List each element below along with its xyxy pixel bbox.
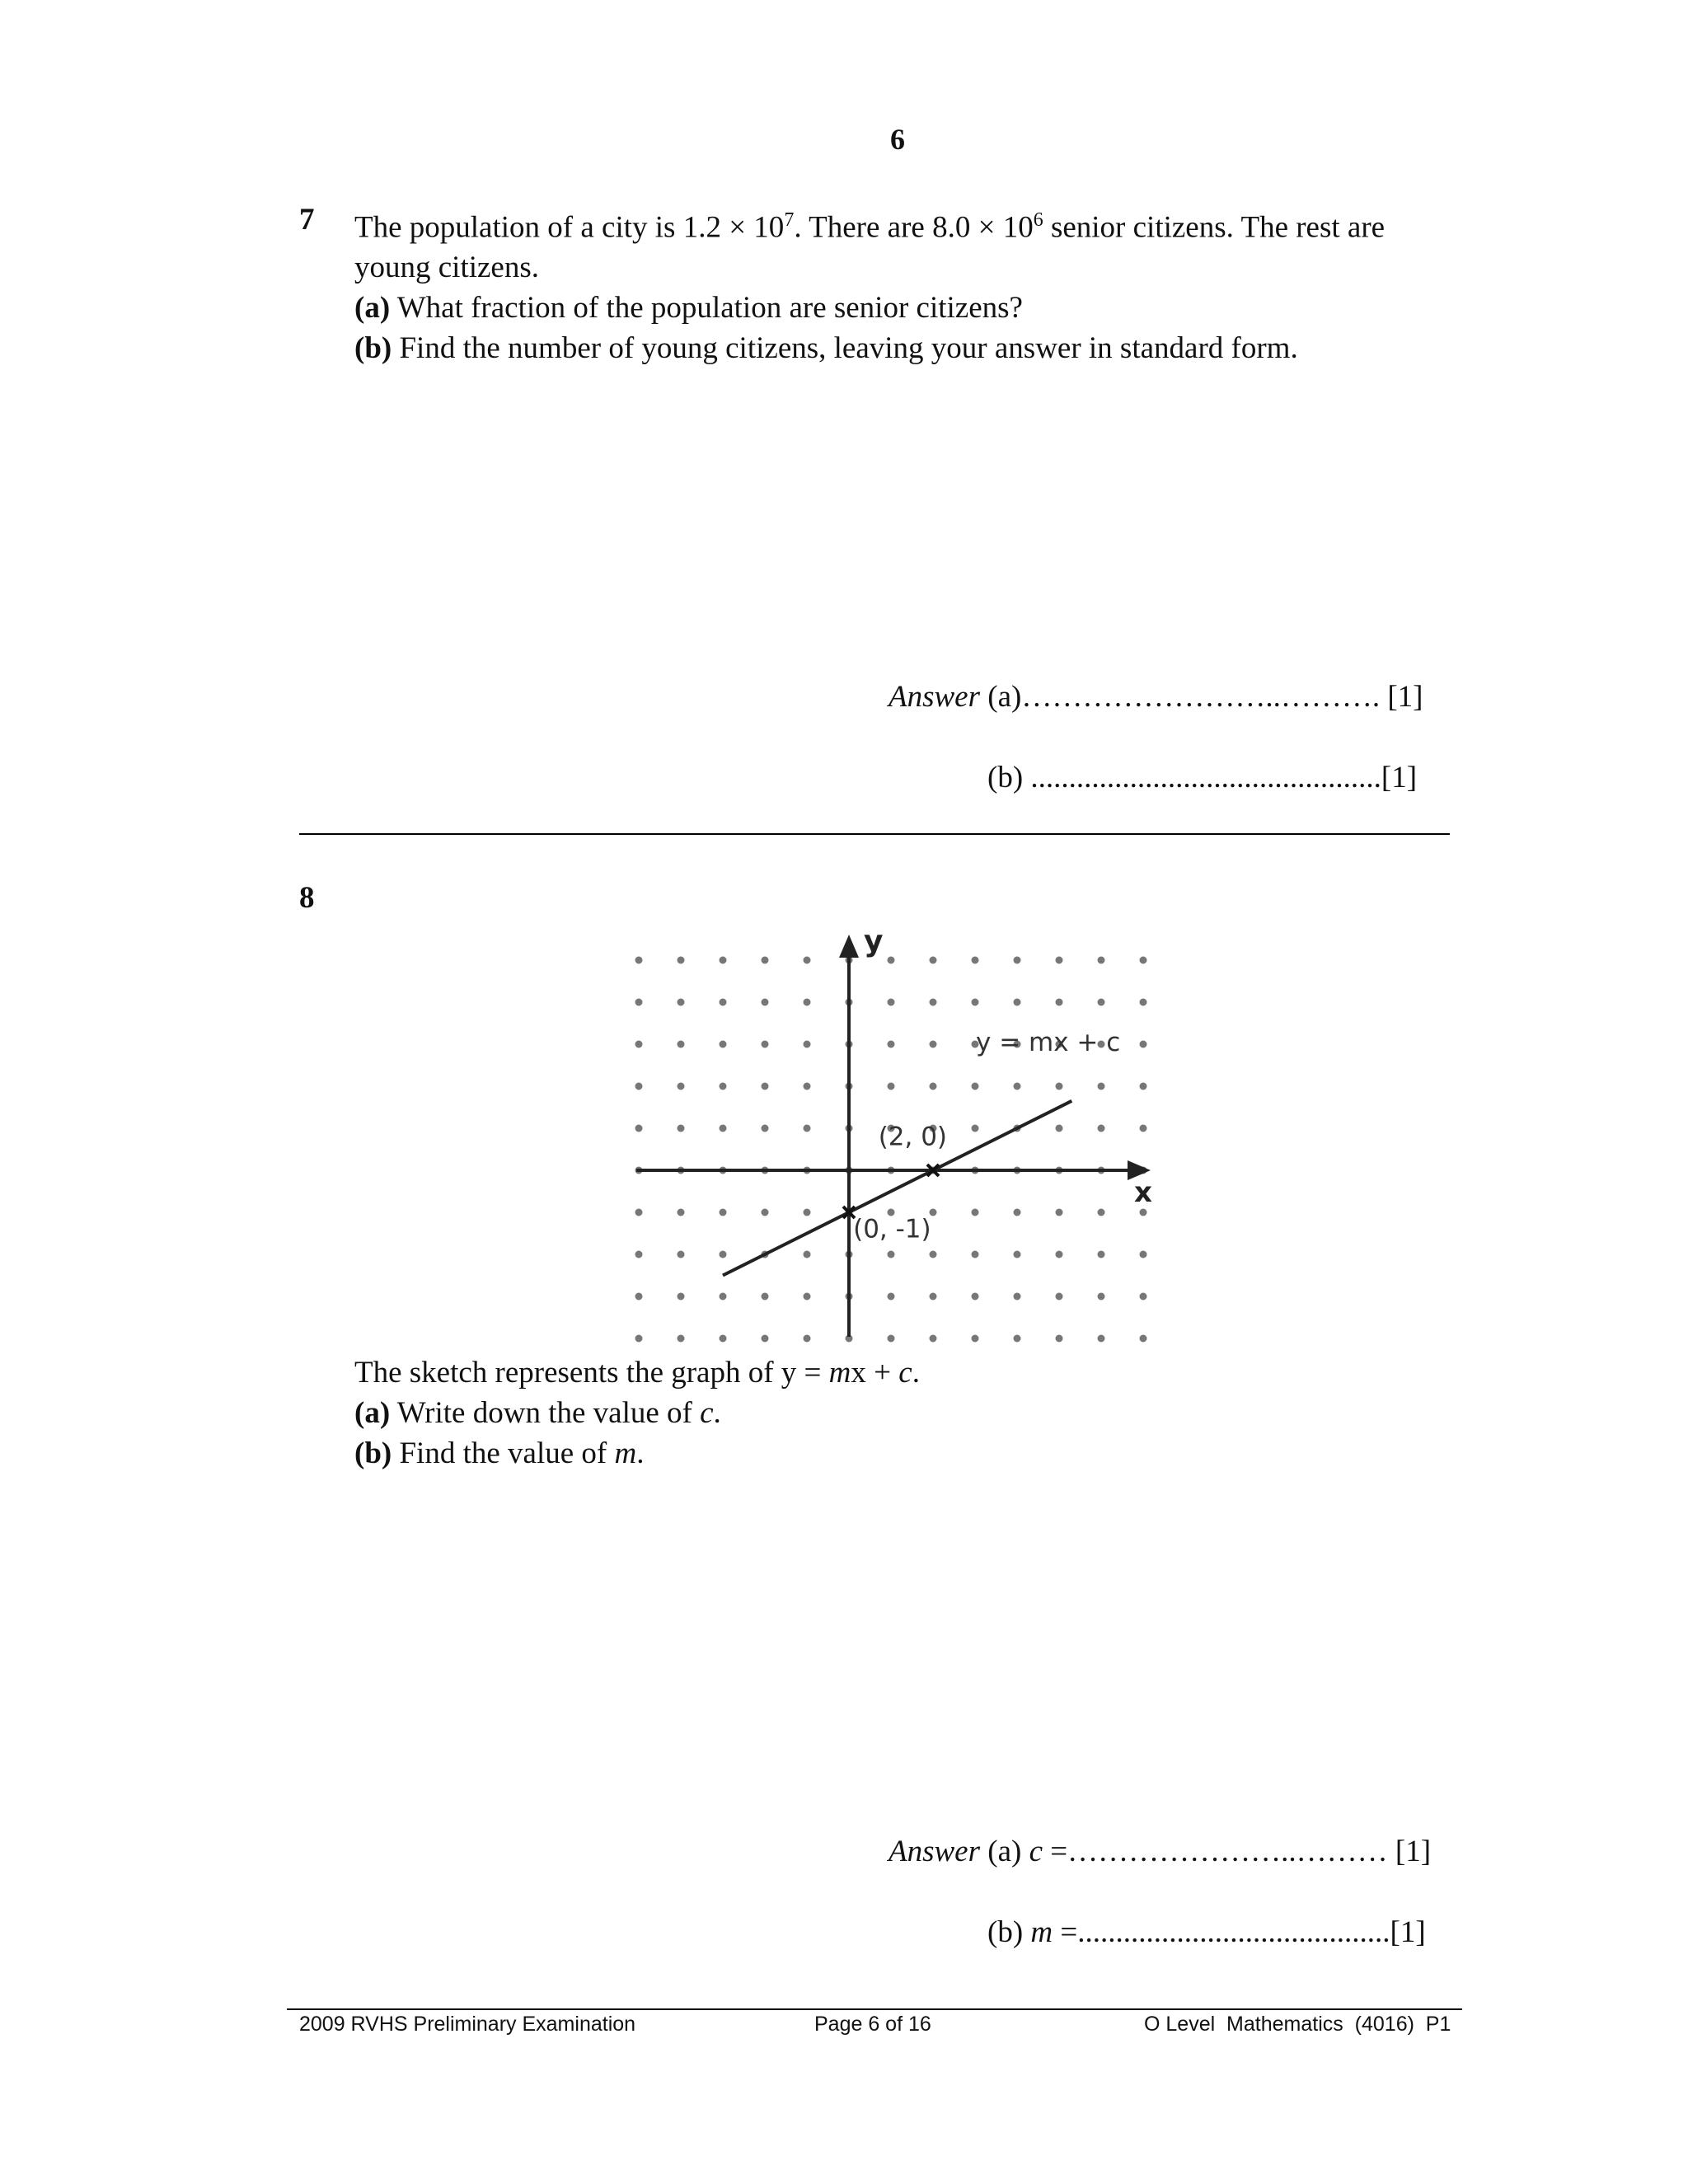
grid-dot xyxy=(1098,1335,1105,1343)
grid-dot xyxy=(804,1209,811,1216)
grid-dot xyxy=(1140,957,1147,964)
q8-text-1e: . xyxy=(912,1356,920,1390)
grid-dot xyxy=(1014,957,1021,964)
grid-dot xyxy=(804,1125,811,1132)
grid-dot xyxy=(720,1209,727,1216)
grid-dot xyxy=(888,1083,895,1090)
q7-answer-a[interactable] xyxy=(889,679,1423,715)
q8-answer-a-var: c xyxy=(1029,1835,1043,1868)
q8-text-1c: x + xyxy=(851,1356,899,1390)
grid-dot xyxy=(1140,1293,1147,1301)
grid-dot xyxy=(1056,957,1063,964)
q8-text-m: m xyxy=(828,1356,851,1390)
grid-dot xyxy=(972,1293,979,1301)
grid-dot xyxy=(930,999,937,1006)
y-axis-label: y xyxy=(864,931,884,958)
grid-dot xyxy=(762,1335,769,1343)
grid-dot xyxy=(1056,1209,1063,1216)
grid-dot xyxy=(1098,1209,1105,1216)
grid-dot xyxy=(804,1251,811,1258)
grid-dot xyxy=(930,1251,937,1258)
grid-dot xyxy=(1014,1293,1021,1301)
q7-text-2: . There are 8.0 × 10 xyxy=(794,210,1034,245)
footer-center: Page 6 of 16 xyxy=(814,2013,931,2036)
grid-dot xyxy=(635,1293,643,1301)
q8-answer-a[interactable] xyxy=(889,1834,1431,1869)
grid-dot xyxy=(804,1041,811,1048)
grid-dot xyxy=(930,957,937,964)
grid-dot xyxy=(1140,1209,1147,1216)
question-8-part-b xyxy=(354,1433,1459,1474)
question-8-body xyxy=(354,1352,1459,1474)
grid-dot xyxy=(1056,1251,1063,1258)
grid-dot xyxy=(1056,1293,1063,1301)
grid-dot xyxy=(762,1041,769,1048)
question-8-line-1 xyxy=(354,1352,1459,1393)
grid-dot xyxy=(678,957,685,964)
grid-dot xyxy=(804,999,811,1006)
q8-answer-a-post: =…………………..……… [1] xyxy=(1043,1835,1432,1868)
grid-dot xyxy=(1098,1083,1105,1090)
question-7-line-2: young citizens. xyxy=(354,251,540,285)
grid-dot xyxy=(720,1335,727,1343)
grid-dot xyxy=(1014,1251,1021,1258)
grid-dot xyxy=(972,1083,979,1090)
grid-dot xyxy=(635,1335,643,1343)
point-2-0-label: (2, 0) xyxy=(878,1122,948,1152)
grid-dot xyxy=(720,1251,727,1258)
grid-dot xyxy=(972,957,979,964)
grid-dot xyxy=(762,999,769,1006)
q8-answer-word: Answer xyxy=(889,1835,980,1868)
question-8-number: 8 xyxy=(299,881,315,915)
grid-dot xyxy=(930,1041,937,1048)
grid-dot xyxy=(720,999,727,1006)
grid-dot xyxy=(1140,1251,1147,1258)
grid-dot xyxy=(1140,1335,1147,1343)
grid-dot xyxy=(1098,1251,1105,1258)
grid-dot xyxy=(720,1293,727,1301)
q8-answer-b-post: =.........................................[1] xyxy=(1053,1915,1426,1949)
grid-dot xyxy=(1014,999,1021,1006)
grid-dot xyxy=(720,957,727,964)
q8-part-a-var: c xyxy=(700,1396,714,1430)
grid-dot xyxy=(1056,1335,1063,1343)
grid-dot xyxy=(635,1083,643,1090)
grid-dot xyxy=(972,999,979,1006)
q7-text-1: The population of a city is 1.2 × 10 xyxy=(354,210,785,245)
grid-dot xyxy=(1056,1125,1063,1132)
grid-dot xyxy=(972,1209,979,1216)
q8-part-b-var: m xyxy=(614,1436,637,1470)
line-equation-label: y = mx + c xyxy=(976,1028,1121,1057)
footer-rule xyxy=(287,2008,1462,2010)
grid-dot xyxy=(804,1335,811,1343)
grid-dot xyxy=(762,1293,769,1301)
q8-graph xyxy=(635,931,1162,1343)
q8-part-b-end: . xyxy=(636,1436,645,1470)
grid-dot xyxy=(678,1335,685,1343)
question-7-part-a xyxy=(354,288,1459,328)
grid-dot xyxy=(678,1293,685,1301)
q8-part-a-label: (a) xyxy=(354,1396,391,1430)
q7-answer-b[interactable]: (b) ..............................................[1] xyxy=(987,761,1418,794)
grid-dot xyxy=(888,1335,895,1343)
x-axis-label: x xyxy=(1134,1176,1152,1209)
q7-part-a-label: (a) xyxy=(354,291,391,326)
grid-dot xyxy=(972,1251,979,1258)
grid-dot xyxy=(888,1041,895,1048)
grid-dot xyxy=(635,957,643,964)
q7-answer-word: Answer xyxy=(889,680,980,714)
grid-dot xyxy=(972,1335,979,1343)
grid-dot xyxy=(1014,1083,1021,1090)
grid-dot xyxy=(678,1125,685,1132)
q8-answer-b-var: m xyxy=(1030,1915,1053,1949)
y-axis-arrow-icon xyxy=(839,935,859,958)
grid-dot xyxy=(888,957,895,964)
grid-dot xyxy=(888,1251,895,1258)
q8-text-1a: The sketch represents the graph of y = xyxy=(354,1356,829,1390)
question-7-part-b xyxy=(354,328,1459,368)
grid-dot xyxy=(635,1041,643,1048)
q7-part-a-text: What fraction of the population are senior citizens? xyxy=(390,291,1023,326)
grid-dot xyxy=(888,1293,895,1301)
grid-dot xyxy=(1014,1209,1021,1216)
grid-dot xyxy=(1140,1125,1147,1132)
grid-dot xyxy=(1056,999,1063,1006)
grid-dot xyxy=(678,1209,685,1216)
grid-dot xyxy=(930,1335,937,1343)
grid-dot xyxy=(804,957,811,964)
grid-dot xyxy=(1056,1083,1063,1090)
q7-text-3: senior citizens. The rest are xyxy=(1043,210,1386,245)
grid-dot xyxy=(678,999,685,1006)
page-number: 6 xyxy=(890,123,905,156)
footer-left: 2009 RVHS Preliminary Examination xyxy=(299,2013,636,2036)
q8-answer-b-pre: (b) xyxy=(987,1915,1031,1949)
grid-dot xyxy=(888,999,895,1006)
q7-part-b-label: (b) xyxy=(354,331,392,366)
grid-dot xyxy=(930,1293,937,1301)
point-0-neg1-label: (0, -1) xyxy=(853,1214,931,1244)
q8-part-a-text: Write down the value of xyxy=(390,1396,701,1430)
grid-dot xyxy=(930,1083,937,1090)
grid-dot xyxy=(678,1083,685,1090)
q8-part-b-label: (b) xyxy=(354,1436,392,1470)
section-divider xyxy=(299,833,1450,835)
q8-answer-a-pre: (a) xyxy=(980,1835,1029,1868)
grid-dot xyxy=(720,1125,727,1132)
grid-dot xyxy=(635,999,643,1006)
grid-dot xyxy=(1098,1125,1105,1132)
grid-dot xyxy=(804,1083,811,1090)
q8-part-b-text: Find the value of xyxy=(392,1436,615,1470)
q7-answer-a-line: (a)……………………..………. [1] xyxy=(980,680,1423,714)
grid-dot xyxy=(635,1251,643,1258)
question-7-body xyxy=(354,200,1459,368)
grid-dot xyxy=(635,1209,643,1216)
grid-dot xyxy=(1140,1041,1147,1048)
question-7-line-1 xyxy=(354,200,1459,247)
grid-dot xyxy=(1140,1083,1147,1090)
grid-dot xyxy=(1014,1335,1021,1343)
grid-dot xyxy=(720,1041,727,1048)
grid-dot xyxy=(762,957,769,964)
grid-dot xyxy=(1140,999,1147,1006)
grid-dot xyxy=(1098,1293,1105,1301)
footer-right: O Level Mathematics (4016) P1 xyxy=(1144,2013,1451,2036)
grid-dot xyxy=(678,1041,685,1048)
grid-dot xyxy=(1098,957,1105,964)
q8-part-a-end: . xyxy=(713,1396,721,1430)
grid-dot xyxy=(762,1209,769,1216)
q7-exponent-2: 6 xyxy=(1033,209,1043,231)
grid-dot xyxy=(762,1083,769,1090)
grid-dot xyxy=(804,1293,811,1301)
q7-part-b-text: Find the number of young citizens, leaving your answer in standard form. xyxy=(392,331,1298,366)
q8-text-c: c xyxy=(898,1356,912,1390)
grid-dot xyxy=(635,1125,643,1132)
grid-dot xyxy=(720,1083,727,1090)
grid-dot xyxy=(972,1125,979,1132)
grid-dot xyxy=(762,1125,769,1132)
question-8-part-a xyxy=(354,1393,1459,1433)
q7-exponent-1: 7 xyxy=(784,209,795,231)
grid-dot xyxy=(1098,999,1105,1006)
q8-answer-b[interactable] xyxy=(987,1915,1426,1950)
question-7-number: 7 xyxy=(299,203,315,237)
grid-dot xyxy=(678,1251,685,1258)
